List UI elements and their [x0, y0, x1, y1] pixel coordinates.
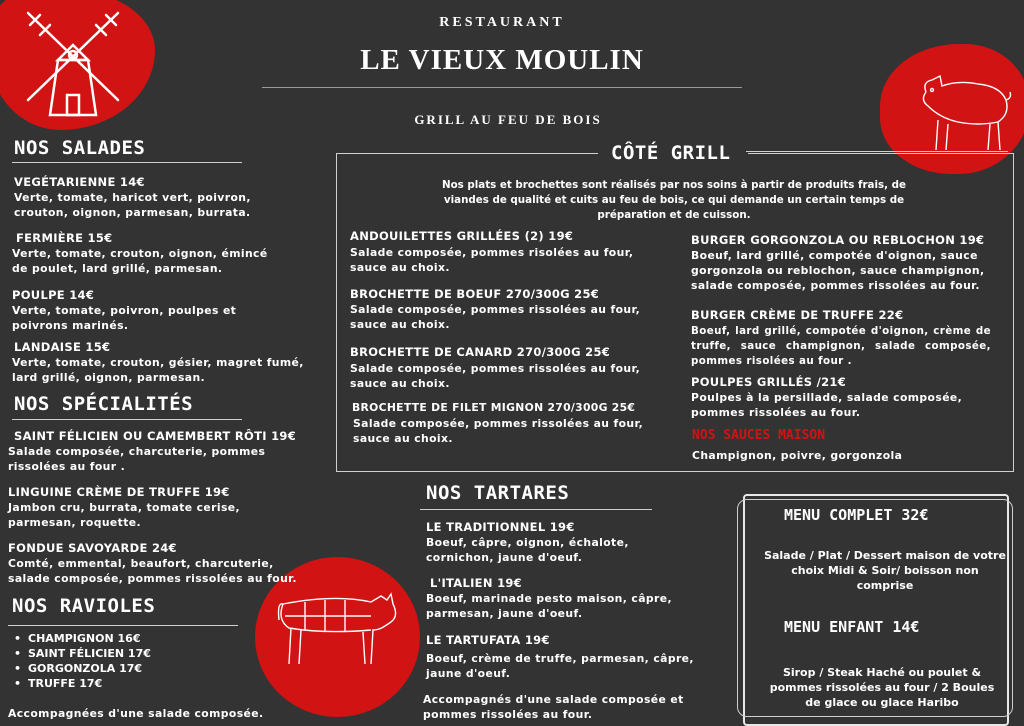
sauces-label: NOS SAUCES MAISON [692, 428, 826, 443]
grill-item-desc: Boeuf, lard grillé, compotée d'oignon, sauce gorgonzola ou reblochon, sauce champignon, salade composée, pommes rissolées au four. [691, 249, 985, 292]
grill-item-name: ANDOUILETTES GRILLÉES (2) 19€ [350, 229, 574, 243]
tartares-footer: Accompagnés d'une salade composée et pommes rissolées au four. [423, 693, 684, 721]
tartare-desc: Boeuf, marinade pesto maison, câpre, parmesan, jaune d'oeuf. [426, 592, 672, 620]
tartare-name: L'ITALIEN 19€ [430, 576, 522, 590]
ravioles-heading: NOS RAVIOLES [12, 595, 156, 617]
menu-enfant-desc: Sirop / Steak Haché ou poulet & pommes rissolées au four / 2 Boules de glace ou glace Haribo [769, 666, 995, 709]
specialite-name: SAINT FÉLICIEN OU CAMEMBERT RÔTI 19€ [14, 429, 297, 443]
tartare-name: LE TRADITIONNEL 19€ [426, 520, 575, 534]
grill-item-name: BURGER GORGONZOLA OU REBLOCHON 19€ [691, 233, 985, 247]
page-subtitle: GRILL AU FEU DE BOIS [414, 112, 602, 127]
page-title: LE VIEUX MOULIN [360, 44, 644, 76]
grill-heading: CÔTÉ GRILL [611, 142, 731, 164]
tartares-heading: NOS TARTARES [426, 482, 570, 504]
list-item: • TRUFFE 17€ [14, 677, 103, 690]
ravioles-footer: Accompagnées d'une salade composée. [8, 707, 264, 720]
grill-item-name: BURGER CRÈME DE TRUFFE 22€ [691, 308, 904, 322]
specialite-desc: Salade composée, charcuterie, pommes rissolées au four . [8, 445, 266, 473]
specialite-desc: Comté, emmental, beaufort, charcuterie, salade composée, pommes rissolées au four. [8, 557, 297, 585]
salade-desc: Verte, tomate, poivron, poulpes et poivrons marinés. [12, 304, 237, 332]
menu-complet-desc: Salade / Plat / Dessert maison de votre choix Midi & Soir/ boisson non comprise [764, 549, 1006, 592]
sauces-list: Champignon, poivre, gorgonzola [692, 449, 903, 462]
list-item: • GORGONZOLA 17€ [14, 662, 143, 675]
tartare-desc: Boeuf, câpre, oignon, échalote, cornichon, jaune d'oeuf. [426, 536, 629, 564]
list-item: • SAINT FÉLICIEN 17€ [14, 647, 151, 660]
grill-item-desc: Salade composée, pommes rissolées au four, sauce au choix. [350, 303, 641, 331]
salade-name: VEGÉTARIENNE 14€ [14, 175, 145, 189]
grill-item-name: BROCHETTE DE FILET MIGNON 270/300G 25€ [352, 401, 636, 414]
menu-enfant-title: MENU ENFANT 14€ [784, 618, 920, 636]
grill-item-desc: Salade composée, pommes rissolées au four, sauce au choix. [353, 417, 644, 445]
ravioles-underline [8, 625, 238, 626]
salades-underline [12, 162, 242, 163]
salade-desc: Verte, tomate, crouton, gésier, magret fumé, lard grillé, oignon, parmesan. [12, 356, 304, 384]
tartare-name: LE TARTUFATA 19€ [426, 633, 550, 647]
grill-item-desc: Boeuf, lard grillé, compotée d'oignon, crème de truffe, sauce champignon, salade composée, pommes risolées au four . [691, 325, 991, 367]
specialites-underline [12, 419, 242, 420]
list-item: • CHAMPIGNON 16€ [14, 632, 141, 645]
restaurant-label: RESTAURANT [439, 15, 565, 30]
grill-item-desc: Salade composée, pommes risolées au four, sauce au choix. [350, 246, 634, 274]
salades-heading: NOS SALADES [14, 137, 146, 159]
salade-name: FERMIÈRE 15€ [16, 231, 113, 245]
specialites-heading: NOS SPÉCIALITÉS [14, 393, 194, 415]
specialite-desc: Jambon cru, burrata, tomate cerise, parmesan, roquette. [8, 501, 241, 529]
title-divider [262, 87, 742, 88]
salade-name: LANDAISE 15€ [14, 340, 111, 354]
ravioles-list [14, 631, 151, 691]
grill-intro: Nos plats et brochettes sont réalisés par nos soins à partir de produits frais, de viandes de qualité et cuits au feu de bois, ce qui demande un certain temps de préparation et de cuisson. [441, 179, 907, 221]
grill-item-name: BROCHETTE DE BOEUF 270/300G 25€ [350, 287, 600, 301]
salade-desc: Verte, tomate, haricot vert, poivron, crouton, oignon, parmesan, burrata. [14, 191, 251, 219]
menu-complet-title: MENU COMPLET 32€ [784, 506, 929, 524]
tartare-desc: Boeuf, crème de truffe, parmesan, câpre, jaune d'oeuf. [426, 652, 694, 680]
tartares-underline [420, 509, 652, 510]
grill-item-desc: Poulpes à la persillade, salade composée, pommes rissolées au four. [691, 391, 963, 419]
cow-icon [275, 590, 400, 670]
grill-item-name: POULPES GRILLÉS /21€ [691, 375, 847, 389]
grill-underline [746, 151, 1008, 152]
specialite-name: LINGUINE CRÈME DE TRUFFE 19€ [8, 485, 230, 499]
grill-item-name: BROCHETTE DE CANARD 270/300G 25€ [350, 345, 611, 359]
salade-desc: Verte, tomate, crouton, oignon, émincé de poulet, lard grillé, parmesan. [12, 247, 268, 275]
specialite-name: FONDUE SAVOYARDE 24€ [8, 541, 177, 555]
grill-item-desc: Salade composée, pommes rissolées au four, sauce au choix. [350, 362, 641, 390]
salade-name: POULPE 14€ [12, 288, 95, 302]
